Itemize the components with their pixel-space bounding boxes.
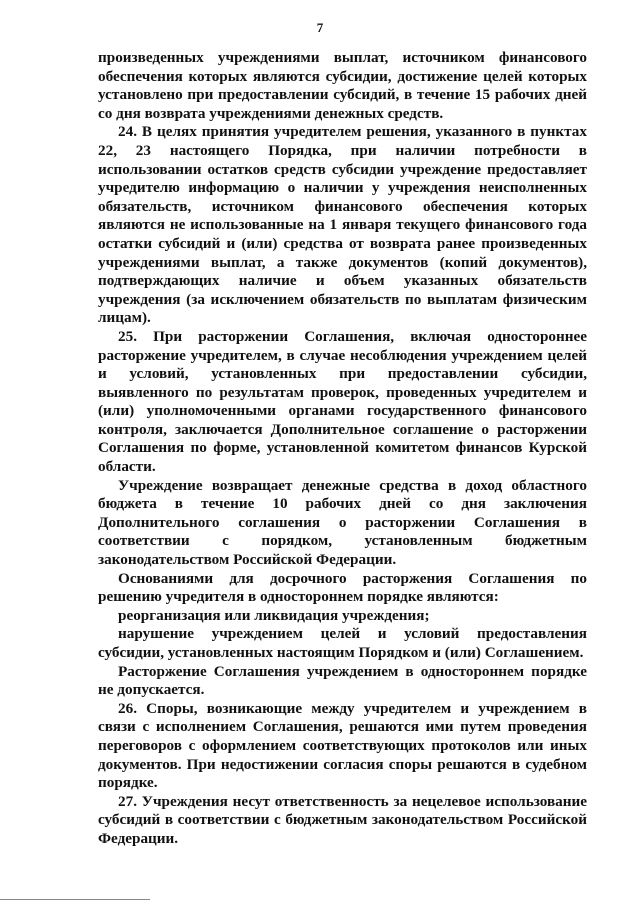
paragraph-grounds: Основаниями для досрочного расторжения Соглашения по решению учредителя в одностороннем порядке являются: — [98, 569, 587, 606]
paragraph-24: 24. В целях принятия учредителем решения, указанного в пунктах 22, 23 настоящего Порядка, при наличии потребности в использовании остатков средств субсидии учреждение предоставляет учредителю информацию о наличии у учреждения неисполненных обязательств, источником финансового обеспечения которых являются не использованные на 1 января текущего финансового года остатки субсидий и (или) средства от возврата ранее произведенных учреждениями выплат, а также документов (копий документов), подтверждающих наличие и объем указанных обязательств учреждения (за исключением обязательств по выплатам физическим лицам). — [98, 123, 587, 327]
paragraph-no-unilateral: Расторжение Соглашения учреждением в одностороннем порядке не допускается. — [98, 662, 587, 699]
page-number: 7 — [316, 20, 324, 35]
paragraph-ground-reorganization: реорганизация или ликвидация учреждения; — [118, 606, 430, 624]
paragraph-25: 25. При расторжении Соглашения, включая одностороннее расторжение учредителем, в случае несоблюдения учреждением целей и условий, установленных при предоставлении субсидии, выявленного по результатам проверок, проведенных учредителем и (или) уполномоченными органами государственного финансового контроля, заключается Дополнительное соглашение о расторжении Соглашения по форме, установленной комитетом финансов Курской области. — [98, 327, 587, 476]
paragraph-26: 26. Споры, возникающие между учредителем и учреждением в связи с исполнением Соглашения, решаются ими путем проведения переговоров с оформлением соответствующих протоколов или иных документов. При недостижении согласия споры решаются в судебном порядке. — [98, 699, 587, 792]
footer-rule — [0, 899, 150, 900]
paragraph-refund: Учреждение возвращает денежные средства в доход областного бюджета в течение 10 рабочих дней со дня заключения Дополнительного соглашения о расторжении Соглашения в соответствии с порядком, установленным бюджетным законодательством Российской Федерации. — [98, 476, 587, 569]
document-body — [98, 49, 587, 849]
paragraph-ground-violation: нарушение учреждением целей и условий предоставления субсидии, установленных настоящим Порядком и (или) Соглашением. — [98, 625, 587, 661]
paragraph-27: 27. Учреждения несут ответственность за нецелевое использование субсидий в соответствии с бюджетным законодательством Российской Федерации. — [98, 792, 587, 847]
paragraph-continuation: произведенных учреждениями выплат, источником финансового обеспечения которых являются субсидии, достижение целей которых установлено при предоставлении субсидий, в течение 15 рабочих дней со дня возврата учреждениями денежных средств. — [98, 49, 587, 122]
